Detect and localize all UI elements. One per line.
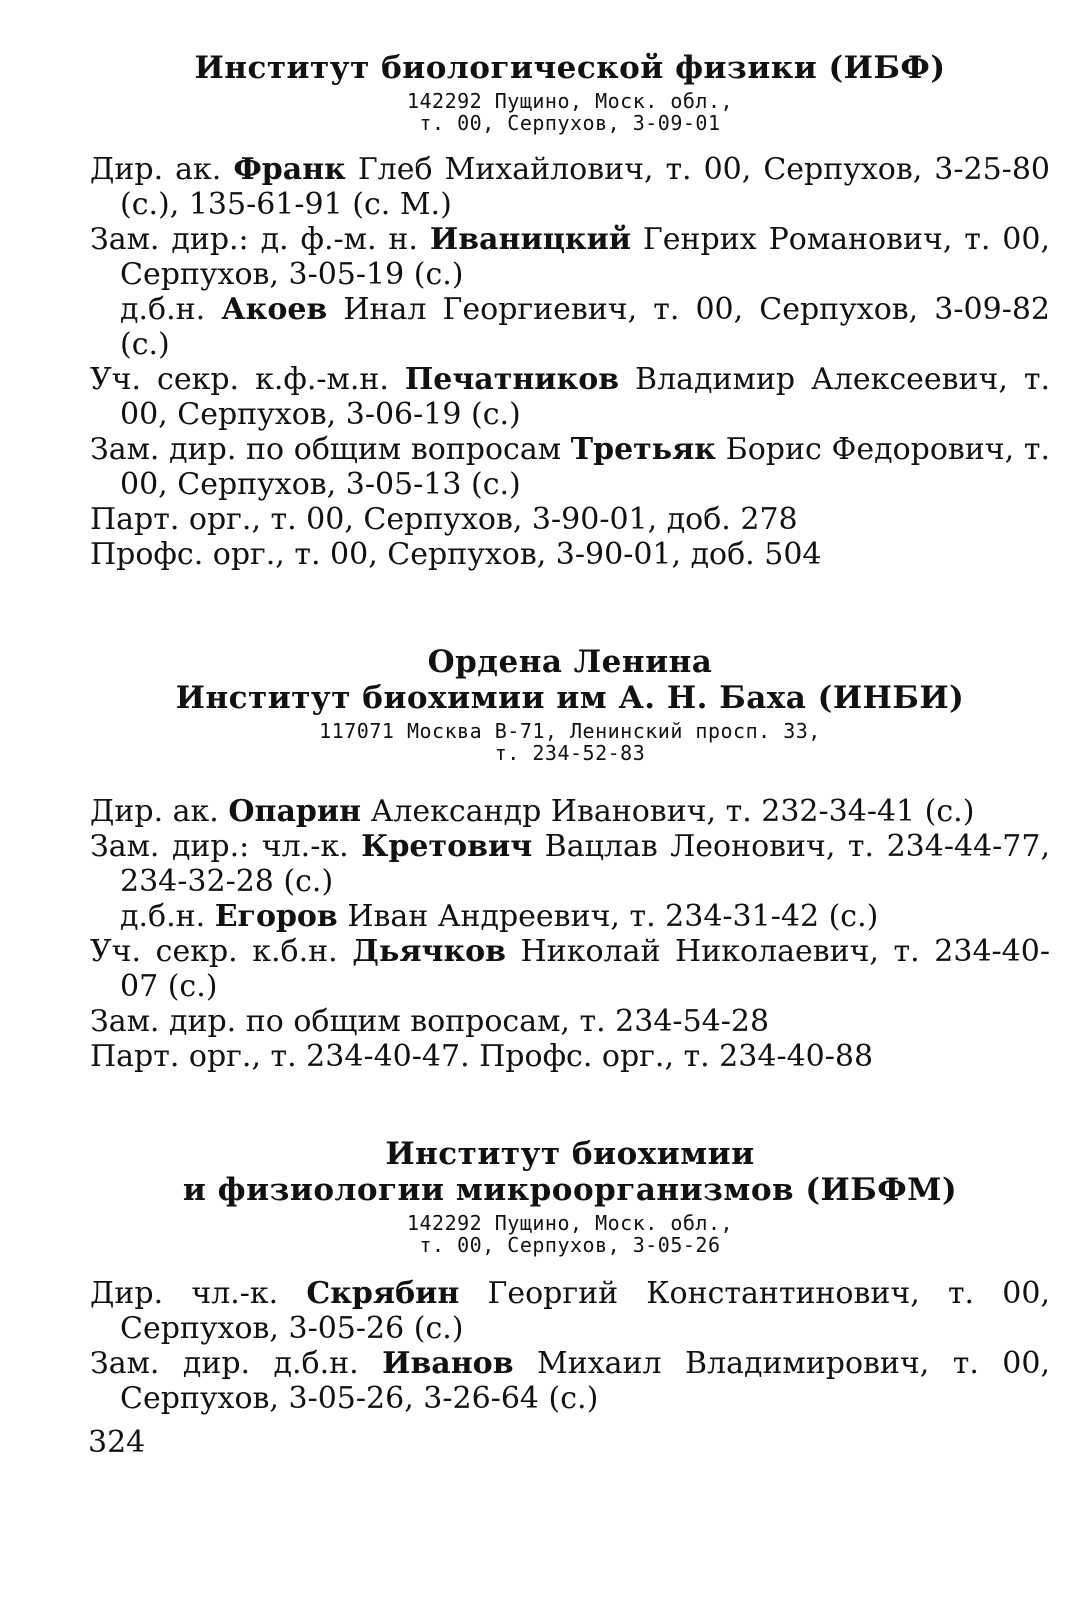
staff-entry: Дир. чл.-к. Скрябин Георгий Константинович, т. 00, Серпухов, 3-05-26 (с.): [90, 1276, 1050, 1346]
staff-entry: д.б.н. Егоров Иван Андреевич, т. 234-31-42 (с.): [120, 899, 879, 934]
person-name: Иваницкий: [429, 222, 632, 257]
staff-entry: Уч. секр. к.ф.-м.н. Печатников Владимир Алексеевич, т. 00, Серпухов, 3-06-19 (с.): [90, 362, 1051, 432]
person-name: Опарин: [228, 794, 362, 829]
person-name: Егоров: [214, 899, 338, 934]
person-name: Кретович: [361, 829, 533, 864]
person-name: Акоев: [221, 292, 328, 327]
address-line: 142292 Пущино, Моск. обл.,: [406, 1211, 734, 1235]
person-name: Дьячков: [352, 934, 506, 969]
address-line: т. 00, Серпухов, 3-05-26: [419, 1233, 721, 1257]
address-line: т. 234-52-83: [494, 741, 646, 765]
person-name: Франк: [233, 152, 346, 187]
staff-entry: Зам. дир.: д. ф.-м. н. Иваницкий Генрих Романович, т. 00, Серпухов, 3-05-19 (с.): [90, 222, 1051, 292]
institute-section-inbi: [90, 644, 1050, 1074]
person-name: Печатников: [404, 362, 620, 397]
staff-entry: Профс. орг., т. 00, Серпухов, 3-90-01, доб. 504: [90, 537, 822, 572]
section-title: Ордена Ленина: [427, 644, 713, 680]
section-title: Институт биологической физики (ИБФ): [194, 50, 946, 86]
address-line: 142292 Пущино, Моск. обл.,: [406, 89, 734, 113]
staff-entry: Зам. дир. по общим вопросам, т. 234-54-28: [90, 1004, 770, 1039]
staff-list: [90, 1276, 1050, 1416]
staff-entry: д.б.н. Акоев Инал Георгиевич, т. 00, Серпухов, 3-09-82 (с.): [120, 292, 1050, 362]
staff-entry: Зам. дир. по общим вопросам Третьяк Борис Федорович, т. 00, Серпухов, 3-05-13 (с.): [90, 432, 1050, 502]
staff-entry: Зам. дир.: чл.-к. Кретович Вацлав Леонович, т. 234-44-77, 234-32-28 (с.): [90, 829, 1050, 899]
staff-entry: Зам. дир. д.б.н. Иванов Михаил Владимирович, т. 00, Серпухов, 3-05-26, 3-26-64 (с.): [90, 1346, 1050, 1416]
page-number: 324: [88, 1425, 146, 1460]
staff-entry: Парт. орг., т. 00, Серпухов, 3-90-01, доб. 278: [90, 502, 798, 537]
section-title: и физиологии микроорганизмов (ИБФМ): [182, 1172, 958, 1208]
staff-list: [90, 794, 1050, 1074]
address-line: 117071 Москва В-71, Ленинский просп. 33,: [319, 719, 821, 743]
staff-entry: Уч. секр. к.б.н. Дьячков Николай Николаевич, т. 234-40-07 (с.): [90, 934, 1050, 1004]
staff-entry: Парт. орг., т. 234-40-47. Профс. орг., т. 234-40-88: [90, 1039, 874, 1074]
section-title: Институт биохимии: [385, 1136, 755, 1172]
section-title: Институт биохимии им А. Н. Баха (ИНБИ): [175, 680, 965, 716]
institute-section-ibf: [90, 50, 1050, 572]
institute-section-ibfm: [90, 1136, 1050, 1416]
staff-list: [90, 152, 1050, 572]
address-line: т. 00, Серпухов, 3-09-01: [419, 111, 721, 135]
staff-entry: Дир. ак. Опарин Александр Иванович, т. 232-34-41 (с.): [90, 794, 975, 829]
person-name: Скрябин: [306, 1276, 460, 1311]
person-name: Иванов: [382, 1346, 514, 1381]
staff-entry: Дир. ак. Франк Глеб Михайлович, т. 00, Серпухов, 3-25-80 (с.), 135-61-91 (с. М.): [90, 152, 1050, 222]
person-name: Третьяк: [570, 432, 716, 467]
